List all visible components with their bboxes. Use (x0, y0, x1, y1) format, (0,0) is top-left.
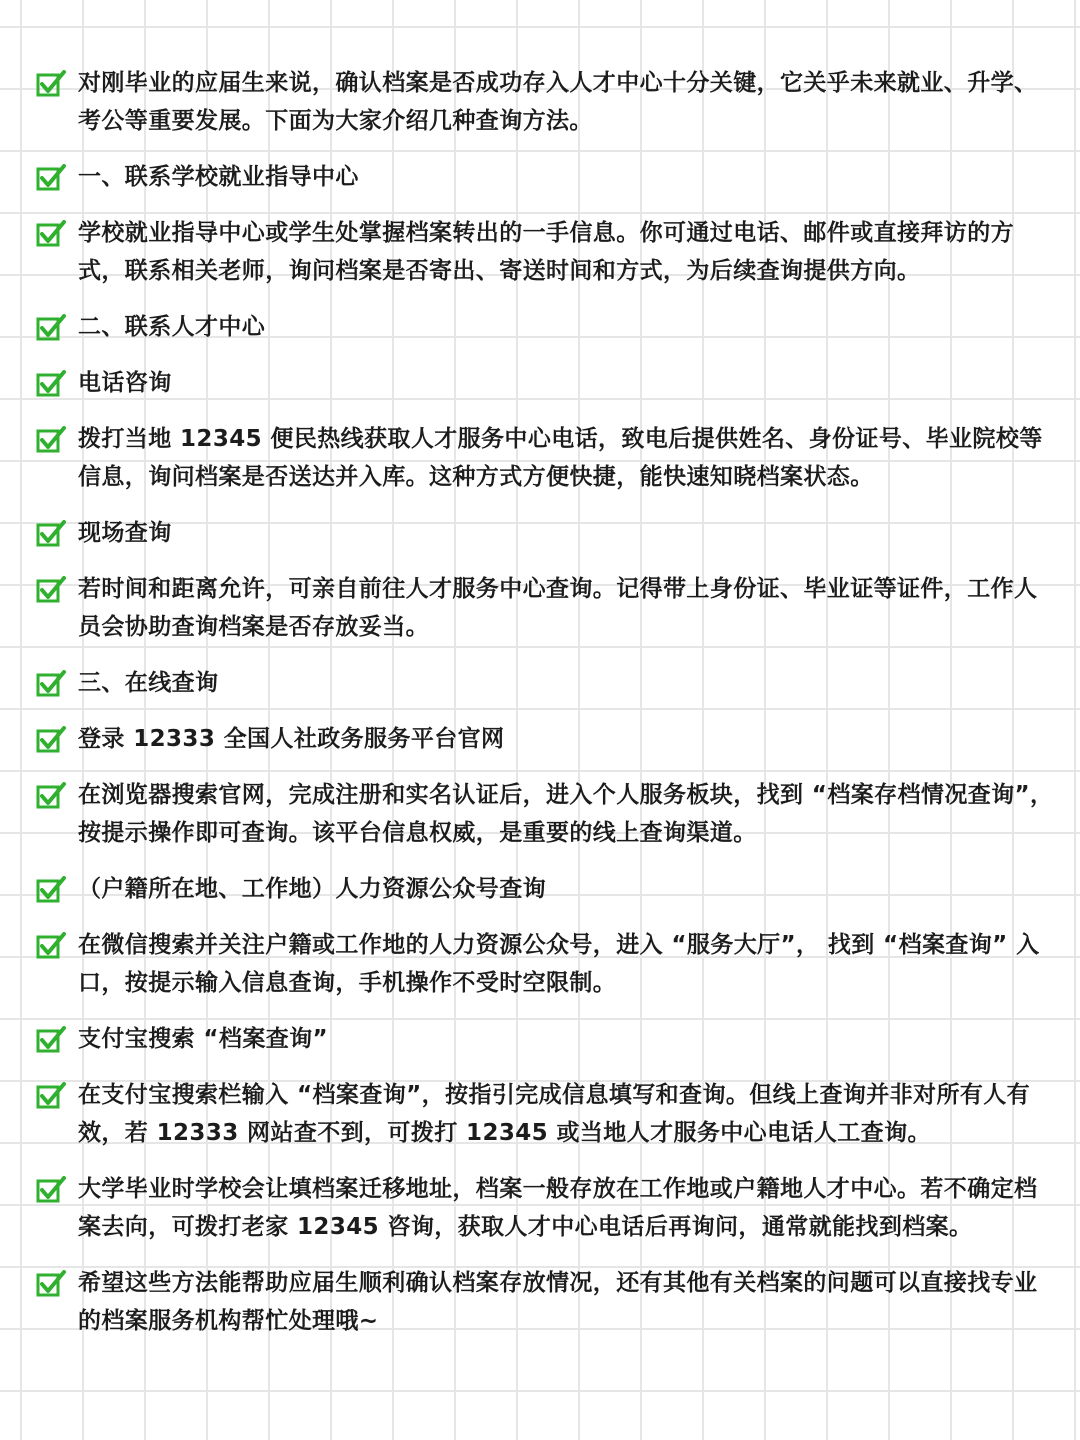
list-item (36, 420, 1056, 496)
check-box-icon (36, 1176, 66, 1204)
list-item (36, 570, 1056, 646)
check-box-icon (36, 1082, 66, 1110)
checklist (36, 64, 1056, 1358)
list-item (36, 1020, 1056, 1058)
list-item (36, 514, 1056, 552)
item-text: 希望这些方法能帮助应届生顺利确认档案存放情况，还有其他有关档案的问题可以直接找专业的档案服务机构帮忙处理哦~ (78, 1270, 1038, 1334)
check-box-icon (36, 164, 66, 192)
item-text: 一、联系学校就业指导中心 (78, 164, 359, 190)
check-box-icon (36, 426, 66, 454)
check-box-icon (36, 1026, 66, 1054)
check-box-icon (36, 782, 66, 810)
check-box-icon (36, 314, 66, 342)
list-item (36, 308, 1056, 346)
check-box-icon (36, 670, 66, 698)
list-item (36, 776, 1056, 852)
check-box-icon (36, 1270, 66, 1298)
item-text: 二、联系人才中心 (78, 314, 266, 340)
list-item (36, 158, 1056, 196)
list-item (36, 870, 1056, 908)
item-text: 三、在线查询 (78, 670, 219, 696)
list-item (36, 364, 1056, 402)
item-text: 电话咨询 (78, 370, 172, 396)
item-text: 在浏览器搜索官网，完成注册和实名认证后，进入个人服务板块，找到 “档案存档情况查询”，按提示操作即可查询。该平台信息权威，是重要的线上查询渠道。 (78, 782, 1054, 846)
list-item (36, 1076, 1056, 1152)
list-item (36, 214, 1056, 290)
check-box-icon (36, 726, 66, 754)
check-box-icon (36, 876, 66, 904)
check-box-icon (36, 370, 66, 398)
list-item (36, 1264, 1056, 1340)
item-text: 现场查询 (78, 520, 172, 546)
check-box-icon (36, 70, 66, 98)
item-text: 拨打当地 12345 便民热线获取人才服务中心电话，致电后提供姓名、身份证号、毕业院校等信息，询问档案是否送达并入库。这种方式方便快捷，能快速知晓档案状态。 (78, 426, 1043, 490)
check-box-icon (36, 220, 66, 248)
check-box-icon (36, 932, 66, 960)
item-text: 在微信搜索并关注户籍或工作地的人力资源公众号，进入 “服务大厅”， 找到 “档案查询” 入口，按提示输入信息查询，手机操作不受时空限制。 (78, 932, 1040, 996)
check-box-icon (36, 520, 66, 548)
item-text: 对刚毕业的应届生来说，确认档案是否成功存入人才中心十分关键，它关乎未来就业、升学、考公等重要发展。下面为大家介绍几种查询方法。 (78, 70, 1038, 134)
item-text: 大学毕业时学校会让填档案迁移地址，档案一般存放在工作地或户籍地人才中心。若不确定档案去向，可拨打老家 12345 咨询，获取人才中心电话后再询问，通常就能找到档案。 (78, 1176, 1038, 1240)
check-box-icon (36, 576, 66, 604)
item-text: 若时间和距离允许，可亲自前往人才服务中心查询。记得带上身份证、毕业证等证件，工作人员会协助查询档案是否存放妥当。 (78, 576, 1038, 640)
list-item (36, 720, 1056, 758)
item-text: （户籍所在地、工作地）人力资源公众号查询 (78, 876, 546, 902)
list-item (36, 664, 1056, 702)
list-item (36, 926, 1056, 1002)
list-item (36, 1170, 1056, 1246)
item-text: 登录 12333 全国人社政务服务平台官网 (78, 726, 505, 752)
item-text: 在支付宝搜索栏输入 “档案查询”，按指引完成信息填写和查询。但线上查询并非对所有人有效，若 12333 网站查不到，可拨打 12345 或当地人才服务中心电话人工查询。 (78, 1082, 1031, 1146)
item-text: 学校就业指导中心或学生处掌握档案转出的一手信息。你可通过电话、邮件或直接拜访的方式，联系相关老师，询问档案是否寄出、寄送时间和方式，为后续查询提供方向。 (78, 220, 1014, 284)
item-text: 支付宝搜索 “档案查询” (78, 1026, 329, 1052)
list-item (36, 64, 1056, 140)
